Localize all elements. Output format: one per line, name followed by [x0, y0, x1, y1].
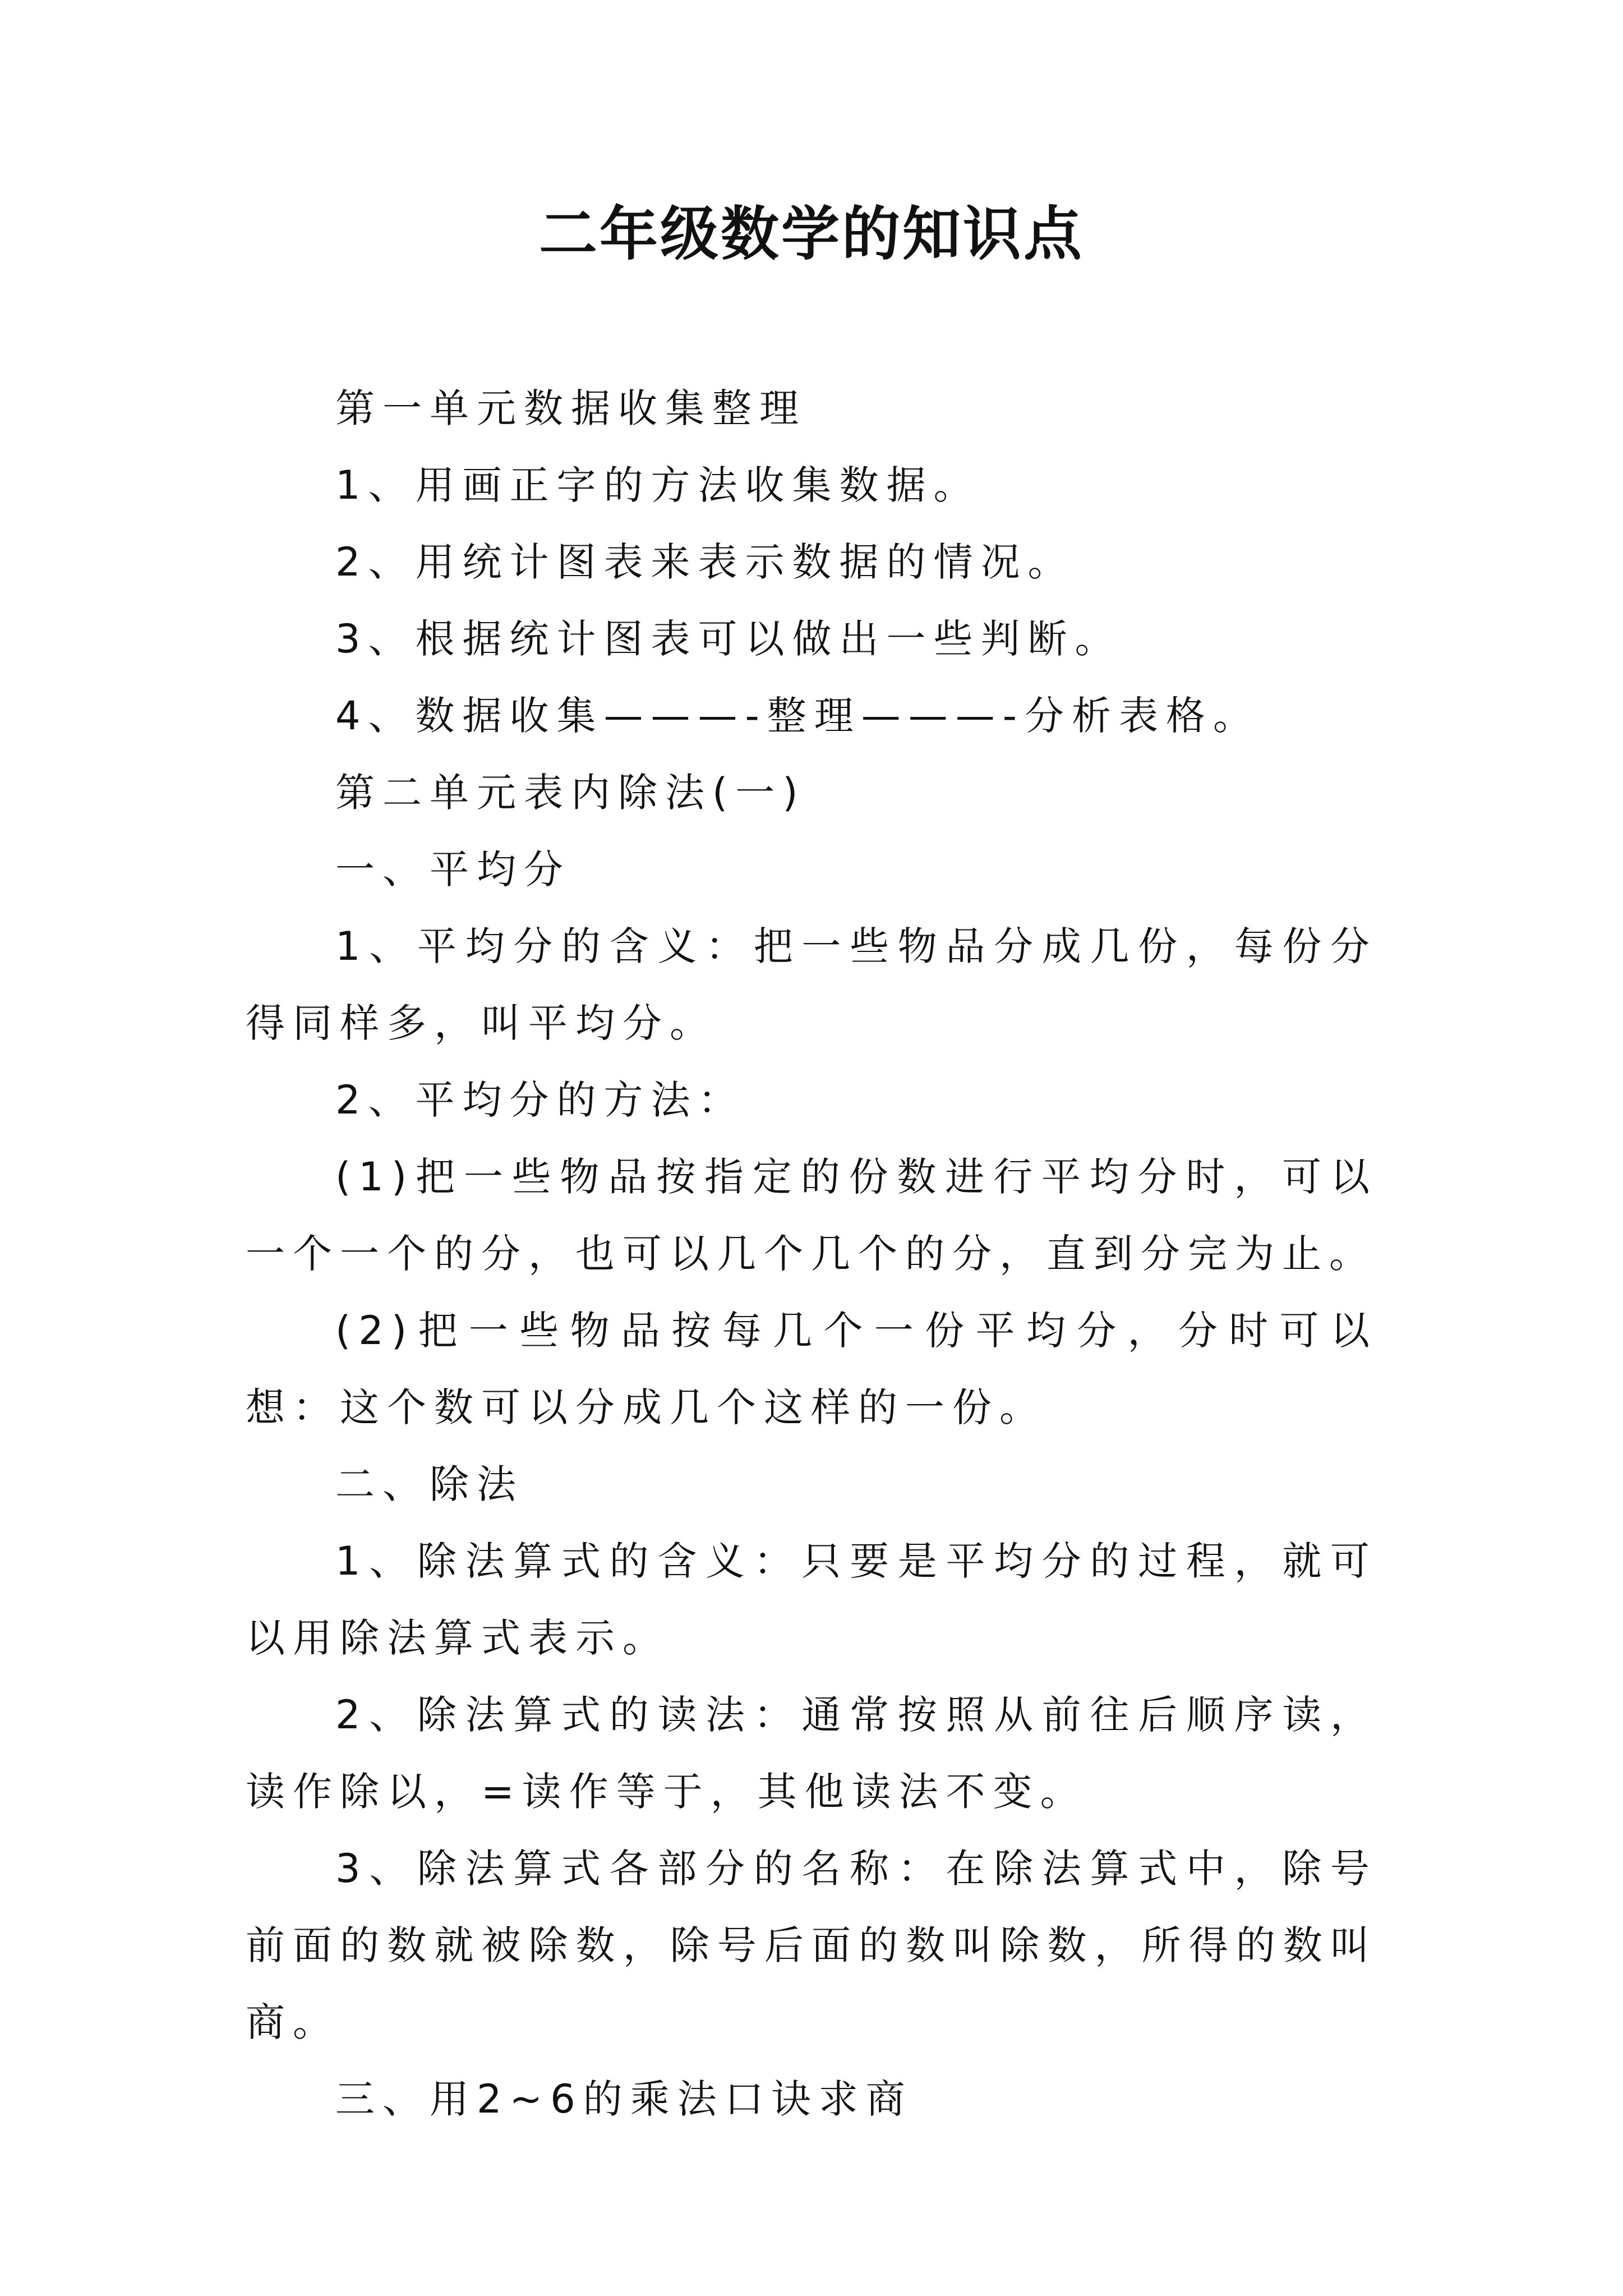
- section-heading-division: 二、除法: [335, 1461, 524, 1507]
- section-heading-average: 一、平均分: [335, 846, 571, 892]
- paragraph-unit-2-heading: 第二单元表内除法(一): [335, 770, 806, 816]
- document-title: 二年级数学的知识点: [538, 199, 1084, 268]
- paragraph: 2、用统计图表来表示数据的情况。: [335, 539, 1075, 585]
- paragraph: 3、根据统计图表可以做出一些判断。: [335, 616, 1122, 662]
- paragraph: 3、除法算式各部分的名称：在除法算式中，除号前面的数就被除数，除号后面的数叫除数，所得的数叫商。: [246, 1846, 1377, 2045]
- paragraph: 2、除法算式的读法：通常按照从前往后顺序读，读作除以，=读作等于，其他读法不变。: [246, 1692, 1377, 1815]
- document-body: [246, 370, 1377, 2138]
- paragraph: 4、数据收集———-整理———-分析表格。: [335, 693, 1261, 739]
- paragraph: 1、用画正字的方法收集数据。: [335, 462, 981, 508]
- paragraph: 1、平均分的含义：把一些物品分成几份，每份分得同样多，叫平均分。: [246, 923, 1377, 1046]
- section-heading-multiplication: 三、用2~6的乘法口诀求商: [335, 2076, 913, 2122]
- paragraph: (1)把一些物品按指定的份数进行平均分时，可以一个一个的分，也可以几个几个的分，直到分完为止。: [246, 1154, 1377, 1277]
- paragraph-unit-1-heading: 第一单元数据收集整理: [335, 385, 806, 431]
- paragraph: 2、平均分的方法：: [335, 1077, 745, 1123]
- paragraph: 1、除法算式的含义：只要是平均分的过程，就可以用除法算式表示。: [246, 1538, 1377, 1661]
- paragraph: (2)把一些物品按每几个一份平均分，分时可以想：这个数可以分成几个这样的一份。: [246, 1308, 1377, 1430]
